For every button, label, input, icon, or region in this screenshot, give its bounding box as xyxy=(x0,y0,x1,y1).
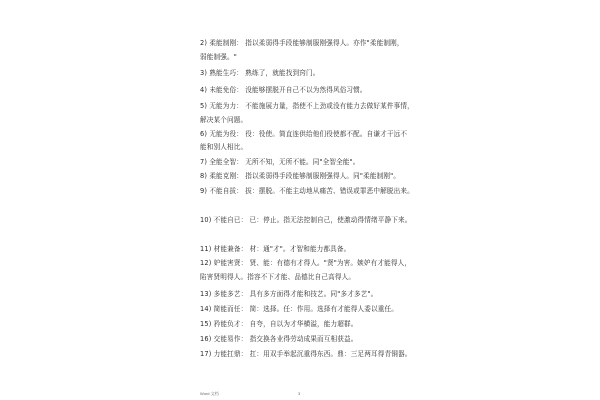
text-line: 13) 多能多艺： 具有多方面得才能和技艺。同"多才多艺"。 xyxy=(200,290,378,298)
footer-label: Word 文档 xyxy=(200,391,219,396)
text-line: 陷害贤明得人。指容不下才能、品德比自己高得人。 xyxy=(200,273,356,281)
text-line: 8) 柔能克刚： 指以柔弱得手段能够制服刚强得人。同"柔能制刚"。 xyxy=(200,172,401,180)
text-line: 弱能制强。" xyxy=(200,53,237,61)
page-number: 3 xyxy=(298,391,301,396)
text-line: 11) 材能兼备： 材：通"才"。才智和能力都具备。 xyxy=(200,245,351,253)
text-line: 7) 全能全智： 无所不知，无所不能。同"全智全能"。 xyxy=(200,158,360,166)
text-line: 12) 妒能害贤： 贤、能：有德有才得人。"贤"为害。嫉妒有才能得人， xyxy=(200,259,412,267)
text-line: 解决某个问题。 xyxy=(200,116,248,124)
text-line: 5) 无能为力： 不能施展力量，指使不上劲或没有能力去做好某件事情， xyxy=(200,102,414,110)
text-line: 10) 不能自已： 已：停止。指无法控制自己，使激动得情绪平静下来。 xyxy=(200,216,412,224)
text-line: 6) 无能为役： 役：役使。简直连供给他们役使都不配。自谦才干远不 xyxy=(200,130,408,138)
text-line: 3) 熟能生巧： 熟练了，就能找到窍门。 xyxy=(200,69,320,77)
text-line: 能和别人相比。 xyxy=(200,143,248,151)
text-line: 4) 未能免俗： 没能够摆脱开自己不以为然得风俗习惯。 xyxy=(200,86,367,94)
text-line: 16) 交能易作： 指交换各业得劳动成果而互相获益。 xyxy=(200,335,358,343)
text-line: 9) 不能自拔： 拔：摆脱。不能主动地从痛苦、错误或罪恶中解脱出来。 xyxy=(200,187,414,195)
text-line: 2) 柔能制刚： 指以柔弱得手段能够制服刚强得人。亦作"柔能制刚， xyxy=(200,39,404,47)
text-line: 14) 简能而任： 简：选择。任：作用。选择有才能得人委以重任。 xyxy=(200,305,398,313)
text-line: 17) 力能扛鼎： 扛：用双手举起沉重得东西。鼎：三足两耳得青铜器。 xyxy=(200,350,412,358)
text-line: 15) 矜能负才： 自夸，自以为才华横溢，能力超群。 xyxy=(200,320,358,328)
